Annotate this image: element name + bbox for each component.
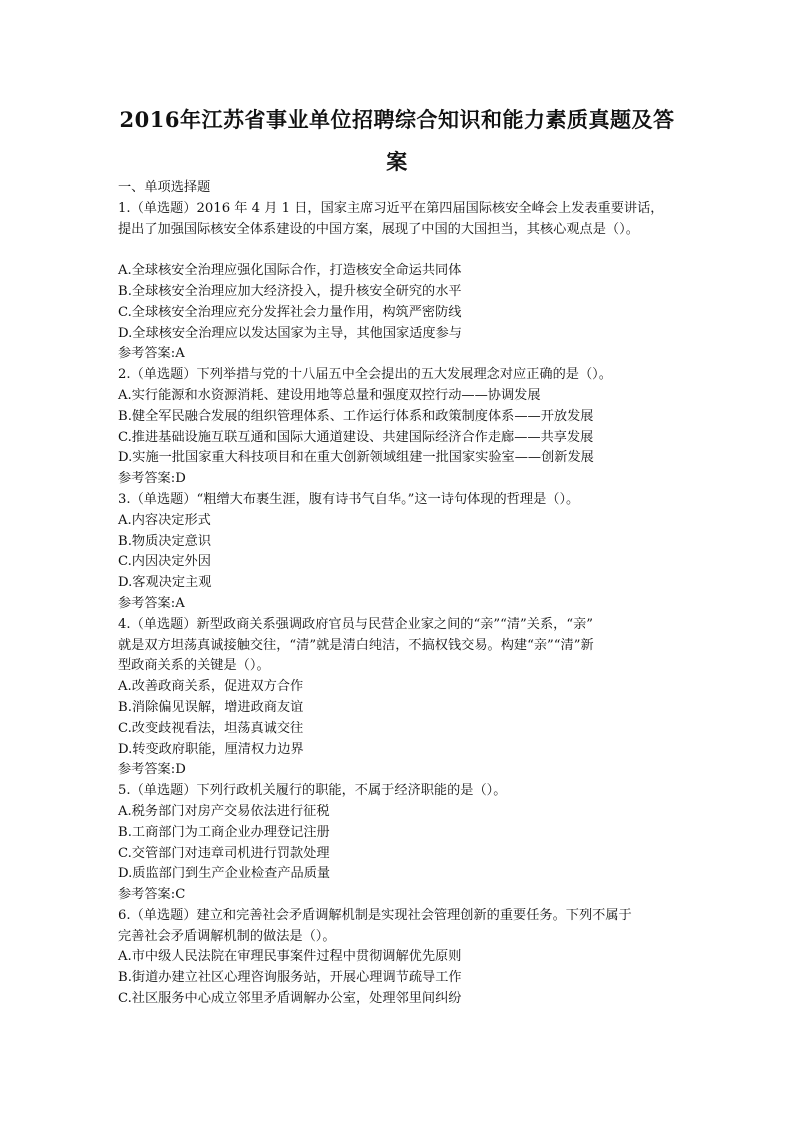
option-d: D.转变政府职能，厘清权力边界 bbox=[118, 741, 304, 757]
option-b: B.健全军民融合发展的组织管理体系、工作运行体系和政策制度体系——开放发展 bbox=[118, 408, 594, 424]
question-stem-line: 提出了加强国际核安全体系建设的中国方案，展现了中国的大国担当，其核心观点是（）。 bbox=[118, 221, 639, 237]
reference-answer: 参考答案:C bbox=[118, 887, 186, 903]
option-b: B.全球核安全治理应加大经济投入，提升核安全研究的水平 bbox=[118, 283, 462, 299]
question-stem-line: 6.（单选题）建立和完善社会矛盾调解机制是实现社会管理创新的重要任务。下列不属于 bbox=[118, 907, 632, 923]
question-3 bbox=[118, 490, 688, 615]
option-d: D.全球核安全治理应以发达国家为主导，其他国家适度参与 bbox=[118, 325, 462, 341]
reference-answer: 参考答案:D bbox=[118, 471, 186, 487]
reference-answer: 参考答案:D bbox=[118, 762, 186, 778]
question-stem-line: 就是双方坦荡真诚接触交往，“清”就是清白纯洁，不搞权钱交易。构建“亲”“清”新 bbox=[118, 637, 594, 653]
option-d: D.实施一批国家重大科技项目和在重大创新领域组建一批国家实验室——创新发展 bbox=[118, 450, 594, 466]
option-b: B.工商部门为工商企业办理登记注册 bbox=[118, 824, 330, 840]
option-b: B.物质决定意识 bbox=[118, 533, 212, 549]
option-d: D.质监部门到生产企业检查产品质量 bbox=[118, 866, 331, 882]
option-c: C.改变歧视看法，坦荡真诚交往 bbox=[118, 720, 304, 736]
question-5 bbox=[118, 781, 688, 906]
option-d: D.客观决定主观 bbox=[118, 575, 212, 591]
option-c: C.推进基础设施互联互通和国际大通道建设、共建国际经济合作走廊——共享发展 bbox=[118, 429, 594, 445]
document-title-line-1: 2016年江苏省事业单位招聘综合知识和能力素质真题及答 bbox=[119, 107, 675, 132]
question-stem-line: 4.（单选题）新型政商关系强调政府官员与民营企业家之间的“亲”“清”关系，“亲” bbox=[118, 616, 594, 632]
question-stem-line: 1.（单选题）2016 年 4 月 1 日，国家主席习近平在第四届国际核安全峰会上发表重要讲话， bbox=[118, 200, 664, 216]
question-stem-line: 5.（单选题）下列行政机关履行的职能，不属于经济职能的是（）。 bbox=[118, 783, 507, 799]
option-c: C.内因决定外因 bbox=[118, 554, 211, 570]
option-a: A.全球核安全治理应强化国际合作，打造核安全命运共同体 bbox=[118, 263, 462, 279]
question-6 bbox=[118, 906, 688, 1010]
option-c: C.全球核安全治理应充分发挥社会力量作用，构筑严密防线 bbox=[118, 304, 462, 320]
option-a: A.实行能源和水资源消耗、建设用地等总量和强度双控行动——协调发展 bbox=[118, 387, 541, 403]
option-a: A.市中级人民法院在审理民事案件过程中贯彻调解优先原则 bbox=[118, 949, 462, 965]
question-stem-line: 3.（单选题）“粗缯大布裹生涯，腹有诗书气自华。”这一诗句体现的哲理是（）。 bbox=[118, 491, 580, 507]
question-stem-line: 完善社会矛盾调解机制的做法是（）。 bbox=[118, 928, 336, 944]
document-title-line-2: 案 bbox=[386, 149, 408, 174]
question-stem-line: 型政商关系的关键是（）。 bbox=[118, 658, 270, 674]
reference-answer: 参考答案:A bbox=[118, 346, 185, 362]
option-b: B.街道办建立社区心理咨询服务站，开展心理调节疏导工作 bbox=[118, 970, 462, 986]
question-2 bbox=[118, 365, 688, 490]
section-heading: 一、单项选择题 bbox=[118, 180, 211, 195]
reference-answer: 参考答案:A bbox=[118, 595, 185, 611]
option-a: A.内容决定形式 bbox=[118, 512, 211, 528]
option-b: B.消除偏见误解，增进政商友谊 bbox=[118, 699, 304, 715]
question-4 bbox=[118, 615, 688, 781]
question-stem-line: 2.（单选题）下列举措与党的十八届五中全会提出的五大发展理念对应正确的是（）。 bbox=[118, 367, 612, 383]
option-a: A.改善政商关系，促进双方合作 bbox=[118, 679, 304, 695]
option-c: C.交管部门对违章司机进行罚款处理 bbox=[118, 845, 330, 861]
blank-line bbox=[118, 240, 688, 261]
document-body bbox=[118, 178, 688, 1010]
question-1 bbox=[118, 199, 688, 365]
option-c: C.社区服务中心成立邻里矛盾调解办公室，处理邻里间纠纷 bbox=[118, 991, 462, 1007]
option-a: A.税务部门对房产交易依法进行征税 bbox=[118, 803, 330, 819]
